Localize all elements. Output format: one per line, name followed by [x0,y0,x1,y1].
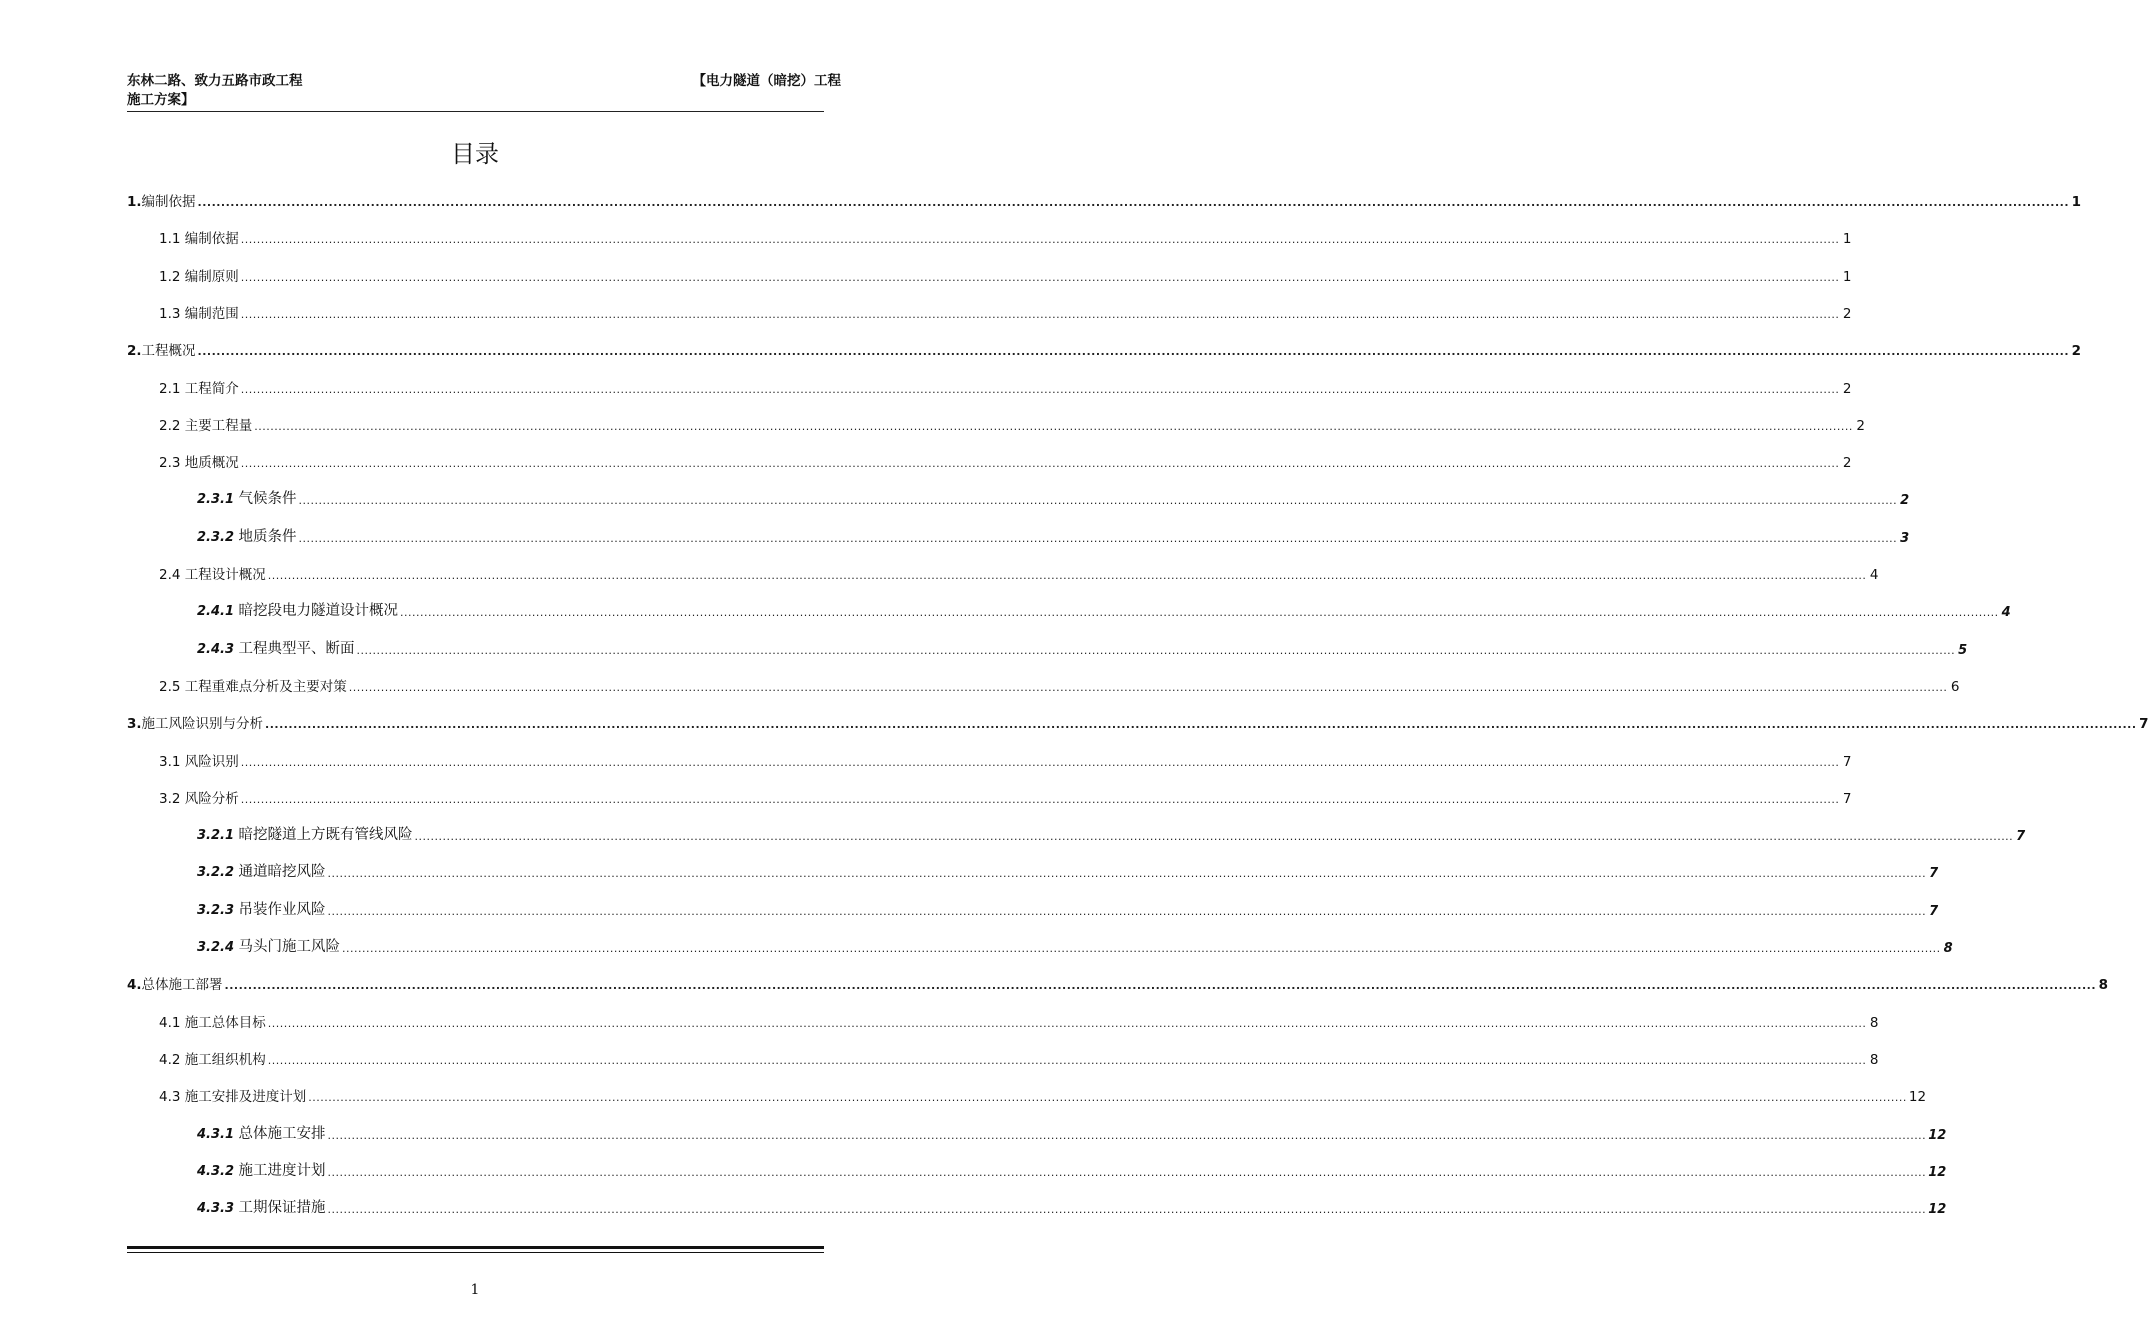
toc-entry-number: 2.3 [159,455,185,472]
toc-entry-title: 编制依据 [141,194,196,210]
header-section-name: 【电力隧道（暗挖）工程 [692,73,841,89]
toc-entry[interactable] [159,265,1852,285]
toc-entry-label [159,377,239,397]
toc-entry[interactable] [159,302,1852,322]
toc-entry[interactable] [197,1160,1947,1180]
toc-entry-number: 1.2 [159,268,185,285]
toc-entry-number: 2.4 [159,567,185,583]
toc-entry-page: 8 [1869,1014,1879,1031]
toc-entry-number: 2.3.2 [197,529,239,545]
toc-entry[interactable] [159,1011,1879,1031]
toc-entry-page: 1 [2071,194,2082,210]
toc-entry-label [197,823,413,844]
toc-entry-title: 风险分析 [184,790,239,807]
toc-leader-dots: ................................................................................................................................................................................................................................................................................................................................................................................................................ [240,233,1840,247]
toc-entry-number: 3. [127,716,142,733]
toc-entry-number: 3.2.2 [197,865,239,881]
toc-entry[interactable] [197,899,1939,919]
toc-entry[interactable] [127,190,2082,210]
toc-entry-page: 12 [1928,1127,1947,1143]
toc-entry-title: 施工进度计划 [238,1162,326,1179]
toc-entry[interactable] [159,787,1852,807]
toc-entry-label [197,935,340,956]
toc-entry-page: 7 [1929,903,1939,919]
footer-divider-thick [127,1246,824,1249]
page-number: 1 [470,1282,480,1298]
toc-entry-number: 2.4.1 [197,604,239,620]
toc-entry-page: 3 [1900,530,1910,546]
toc-entry-page: 5 [1958,642,1968,658]
toc-entry-page: 2 [1842,305,1852,322]
toc-entry[interactable] [197,526,1910,546]
toc-leader-dots: ................................................................................................................................................................................................................................................................................................................................................................................................................ [327,1128,1927,1142]
toc-leader-dots: ................................................................................................................................................................................................................................................................................................................................................................................................................ [197,345,2070,359]
toc-entry-number: 2.2 [159,417,185,434]
toc-leader-dots: ................................................................................................................................................................................................................................................................................................................................................................................................................ [400,606,1999,620]
toc-entry-label [159,787,239,807]
toc-entry-number: 3.2.1 [197,828,239,844]
toc-entry-label [197,860,326,881]
toc-entry-title: 主要工程量 [184,417,253,434]
toc-entry-page: 7 [1929,866,1939,882]
toc-leader-dots: ................................................................................................................................................................................................................................................................................................................................................................................................................ [240,457,1840,471]
toc-entry-page: 12 [1928,1202,1947,1218]
toc-entry-number: 4.3.3 [197,1201,239,1217]
toc-leader-dots: ................................................................................................................................................................................................................................................................................................................................................................................................................ [348,680,1948,694]
toc-entry-label [159,227,239,247]
header-left-line2: 施工方案】 [127,92,195,108]
toc-entry-title: 地质概况 [184,455,239,472]
toc-entry-label [127,712,263,732]
toc-entry-page: 8 [1943,941,1953,956]
toc-entry-number: 1.3 [159,305,185,322]
toc-entry-label [159,750,239,770]
toc-entry[interactable] [197,824,2026,845]
toc-entry-title: 总体施工安排 [238,1125,326,1142]
toc-entry-label [159,1048,266,1068]
toc-entry-title: 风险识别 [184,753,239,770]
toc-entry[interactable] [127,973,2109,994]
toc-entry[interactable] [159,377,1852,397]
toc-entry-number: 4.2 [159,1051,185,1068]
toc-entry-page: 8 [1869,1051,1879,1068]
toc-entry-title: 吊装作业风险 [238,901,326,918]
toc-leader-dots: ................................................................................................................................................................................................................................................................................................................................................................................................................ [240,792,1840,806]
toc-entry-title: 施工组织机构 [184,1051,266,1068]
toc-entry-title: 工程设计概况 [184,567,266,583]
toc-entry[interactable] [197,861,1939,882]
toc-entry[interactable] [159,1048,1879,1068]
toc-entry-label [197,898,326,919]
toc-entry-page: 2 [1842,380,1852,397]
toc-leader-dots: ................................................................................................................................................................................................................................................................................................................................................................................................................ [240,270,1840,284]
toc-leader-dots: ................................................................................................................................................................................................................................................................................................................................................................................................................ [327,1165,1927,1179]
toc-leader-dots: ................................................................................................................................................................................................................................................................................................................................................................................................................ [197,196,2070,209]
toc-entry-label [127,190,196,210]
toc-entry-label [197,637,355,658]
toc-leader-dots: ................................................................................................................................................................................................................................................................................................................................................................................................................ [267,569,1867,582]
toc-entry-title: 编制依据 [184,231,239,248]
toc-entry-title: 通道暗挖风险 [238,864,326,881]
toc-leader-dots: ................................................................................................................................................................................................................................................................................................................................................................................................................ [327,867,1927,881]
toc-entry-title: 编制范围 [184,305,239,322]
toc-leader-dots: ................................................................................................................................................................................................................................................................................................................................................................................................................ [308,1091,1907,1105]
toc-entry-label [159,675,347,695]
footer-divider-thin [127,1252,824,1253]
toc-entry-label [159,563,266,583]
toc-entry-page: 12 [1928,1164,1947,1180]
toc-entry[interactable] [197,600,2011,621]
toc-entry-title: 工程重难点分析及主要对策 [184,678,347,695]
toc-entry-label [197,599,398,620]
toc-entry[interactable] [159,451,1852,472]
toc-leader-dots: ................................................................................................................................................................................................................................................................................................................................................................................................................ [267,1016,1867,1030]
toc-entry-title: 施工安排及进度计划 [184,1089,307,1106]
toc-entry-page: 7 [2139,716,2149,733]
toc-entry-page: 4 [1869,567,1879,583]
toc-entry-label [127,973,223,993]
toc-entry-title: 工程简介 [184,380,239,397]
toc-entry-title: 工程概况 [141,343,196,360]
toc-entry-number: 2.1 [159,380,185,397]
toc-entry[interactable] [159,414,1865,434]
toc-entry-label [159,414,252,434]
toc-entry-page: 4 [2001,605,2011,621]
toc-leader-dots: ................................................................................................................................................................................................................................................................................................................................................................................................................ [327,1203,1927,1217]
toc-entry-label [197,1159,326,1180]
toc-entry-page: 2 [1856,417,1865,434]
toc-entry[interactable] [127,712,2149,733]
toc-entry-number: 3.2.3 [197,902,239,918]
toc-entry-title: 气候条件 [238,491,297,508]
toc-entry-page: 7 [1842,790,1852,807]
toc-entry[interactable] [197,638,1968,658]
toc-entry[interactable] [197,936,1953,956]
toc-leader-dots: ................................................................................................................................................................................................................................................................................................................................................................................................................ [267,1053,1867,1067]
toc-entry[interactable] [159,1085,1927,1106]
toc-entry-title: 马头门施工风险 [238,939,341,955]
toc-leader-dots: ................................................................................................................................................................................................................................................................................................................................................................................................................ [414,830,2014,844]
toc-leader-dots: ................................................................................................................................................................................................................................................................................................................................................................................................................ [356,643,1956,657]
toc-entry-page: 2 [1900,493,1910,509]
toc-entry-page: 1 [1842,231,1852,248]
toc-entry-label [159,265,239,285]
toc-entry-number: 2. [127,343,142,360]
toc-leader-dots: ................................................................................................................................................................................................................................................................................................................................................................................................................ [327,904,1927,918]
toc-entry[interactable] [159,750,1852,770]
toc-entry-label [197,525,297,546]
toc-entry-number: 3.1 [159,753,185,770]
toc-leader-dots: ................................................................................................................................................................................................................................................................................................................................................................................................................ [254,419,1853,433]
toc-entry-title: 暗挖段电力隧道设计概况 [238,603,399,620]
toc-entry[interactable] [159,227,1852,248]
toc-entry[interactable] [127,339,2082,360]
toc-entry-title: 工期保证措施 [238,1200,326,1217]
toc-entry-number: 2.5 [159,678,185,695]
toc-entry-number: 3.2.4 [197,940,239,955]
toc-leader-dots: ................................................................................................................................................................................................................................................................................................................................................................................................................ [342,942,1941,955]
toc-entry-label [127,339,196,359]
toc-entry-number: 4.1 [159,1014,185,1031]
toc-leader-dots: ................................................................................................................................................................................................................................................................................................................................................................................................................ [240,382,1840,396]
toc-entry-number: 2.3.1 [197,492,239,508]
toc-entry-title: 地质条件 [238,528,297,545]
toc-entry-title: 工程典型平、断面 [238,640,355,657]
toc-entry-page: 12 [1908,1089,1927,1106]
toc-entry-number: 4.3.1 [197,1126,239,1142]
toc-entry-page: 6 [1950,678,1960,695]
toc-entry-number: 4.3.2 [197,1163,239,1179]
toc-entry-label [197,1122,326,1143]
toc-entry-label [159,1011,266,1031]
toc-entry-page: 1 [1842,268,1852,285]
toc-entry-page: 2 [1842,455,1852,472]
toc-entry-title: 总体施工部署 [141,977,223,994]
toc-leader-dots: ................................................................................................................................................................................................................................................................................................................................................................................................................ [265,718,2137,732]
header-left-line1: 东林二路、致力五路市政工程 [127,73,303,89]
toc-entry-label [159,1085,306,1105]
toc-entry-label [197,1196,326,1217]
toc-entry[interactable] [197,488,1910,509]
toc-entry-number: 4.3 [159,1089,185,1106]
toc-leader-dots: ................................................................................................................................................................................................................................................................................................................................................................................................................ [224,979,2097,993]
toc-entry-number: 3.2 [159,790,185,807]
toc-entry-number: 4. [127,977,142,994]
toc-leader-dots: ................................................................................................................................................................................................................................................................................................................................................................................................................ [298,494,1898,508]
toc-entry-title: 暗挖隧道上方既有管线风险 [238,827,413,844]
toc-entry-number: 1.1 [159,231,185,248]
toc-entry-page: 8 [2098,977,2109,994]
toc-entry-page: 2 [2071,343,2082,360]
toc-entry-label [159,302,239,322]
page-title: 目录 [451,140,499,168]
toc-leader-dots: ................................................................................................................................................................................................................................................................................................................................................................................................................ [240,755,1840,769]
toc-entry[interactable] [197,1123,1947,1143]
toc-entry[interactable] [159,563,1879,583]
toc-entry-page: 7 [2016,829,2026,845]
toc-entry-page: 7 [1842,753,1852,770]
toc-entry[interactable] [197,1197,1947,1218]
toc-entry-label [159,451,239,471]
toc-entry-label [197,487,297,508]
toc-entry-number: 1. [127,194,142,210]
toc-entry-title: 施工总体目标 [184,1014,266,1031]
toc-leader-dots: ................................................................................................................................................................................................................................................................................................................................................................................................................ [298,531,1898,545]
toc-entry-title: 施工风险识别与分析 [141,716,264,733]
toc-entry-number: 2.4.3 [197,641,239,657]
toc-entry-title: 编制原则 [184,268,239,285]
toc-entry[interactable] [159,675,1960,695]
toc-leader-dots: ................................................................................................................................................................................................................................................................................................................................................................................................................ [240,307,1840,321]
